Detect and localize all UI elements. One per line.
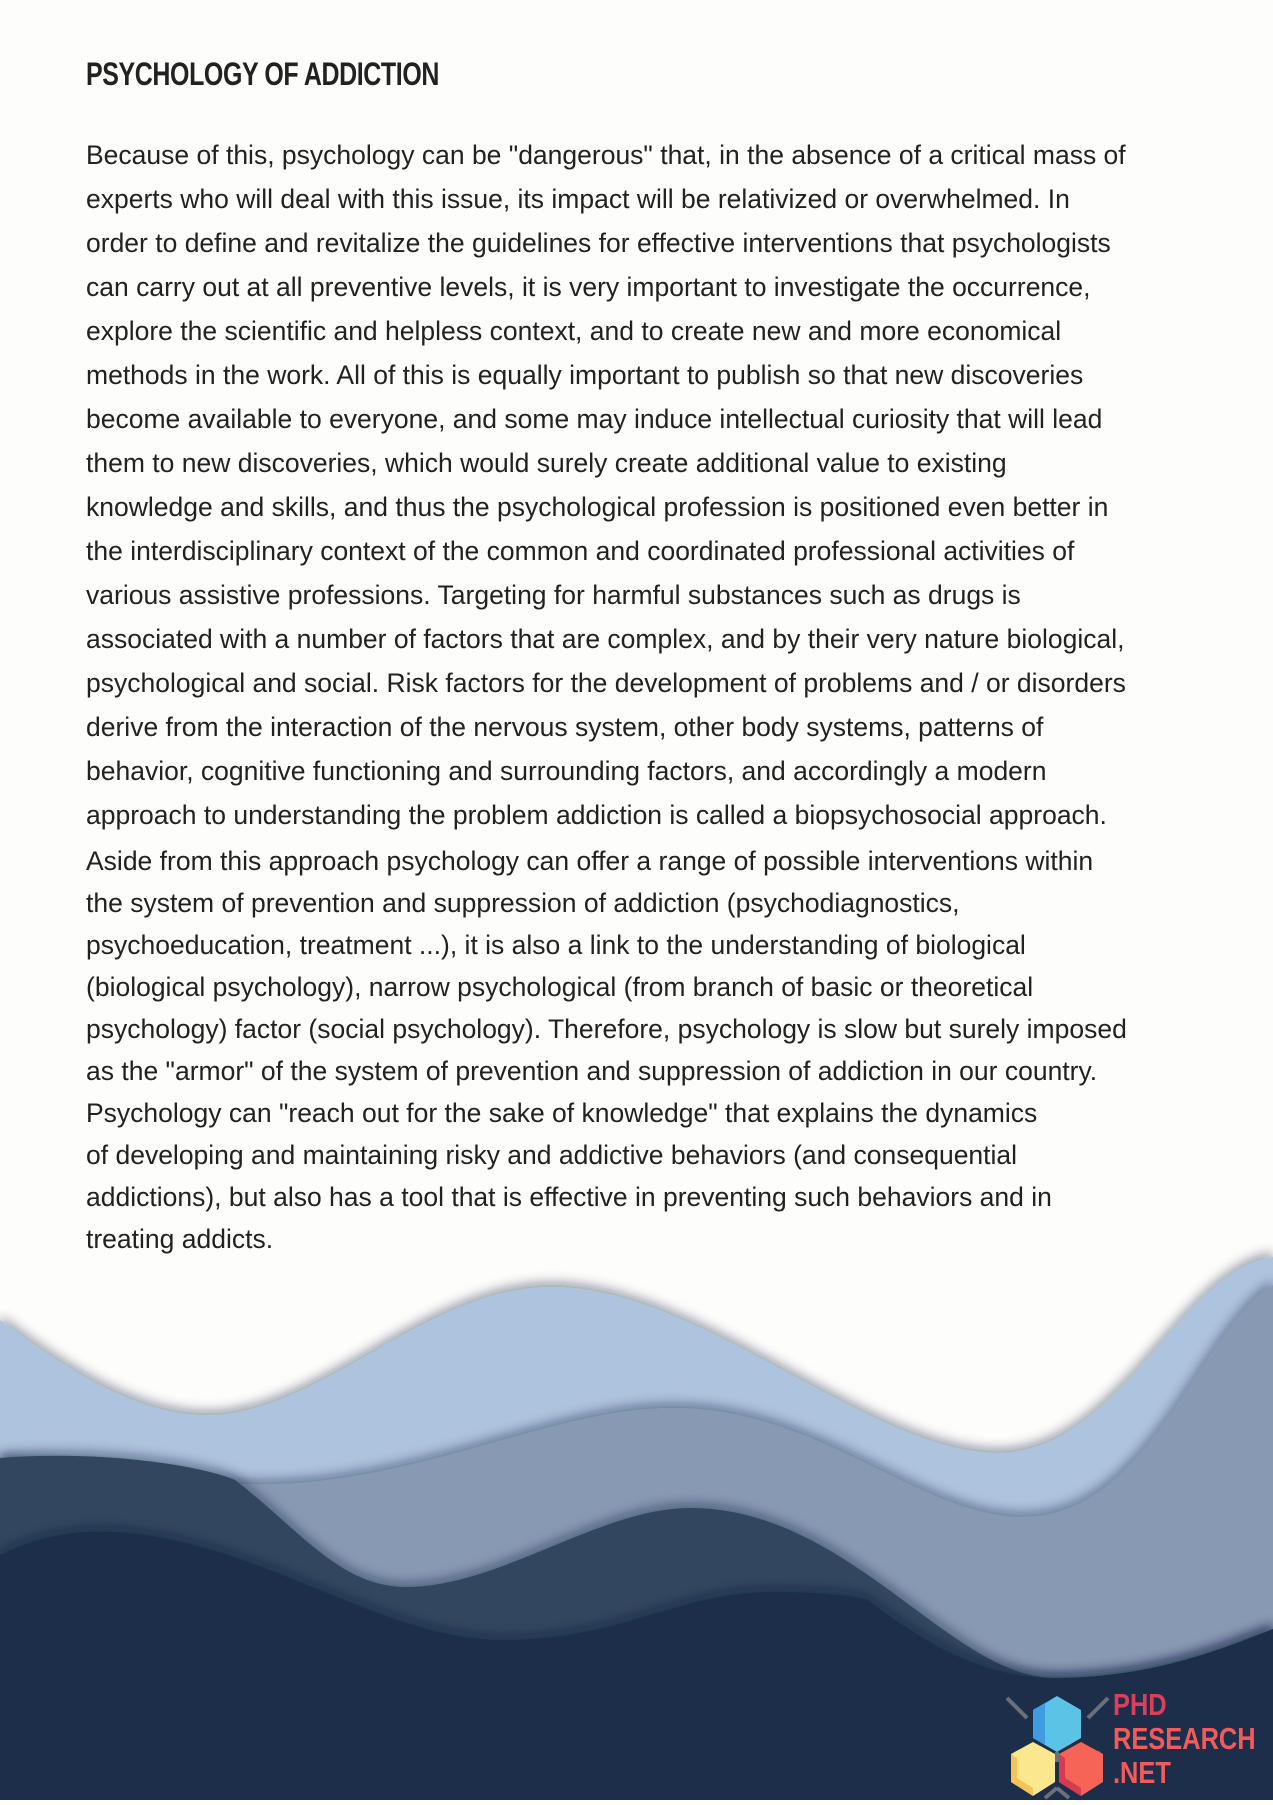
text-line: the interdisciplinary context of the common and coordinated professional activities of [86, 536, 1075, 566]
text-line: approach to understanding the problem addiction is called a biopsychosocial approach. [86, 800, 1107, 830]
text-line: Aside from this approach psychology can offer a range of possible interventions within [86, 846, 1094, 876]
text-line: methods in the work. All of this is equally important to publish so that new discoveries [86, 360, 1084, 390]
text-line: (biological psychology), narrow psychological (from branch of basic or theoretical [86, 972, 1034, 1002]
text-line: become available to everyone, and some may induce intellectual curiosity that will lead [86, 404, 1103, 434]
text-line: behavior, cognitive functioning and surrounding factors, and accordingly a modern [86, 756, 1047, 786]
text-line: treating addicts. [86, 1224, 274, 1254]
text-line: experts who will deal with this issue, its impact will be relativized or overwhelmed. In [86, 184, 1070, 214]
text-line: can carry out at all preventive levels, it is very important to investigate the occurrence, [86, 272, 1091, 302]
text-line: of developing and maintaining risky and addictive behaviors (and consequential [86, 1140, 1018, 1170]
text-line: the system of prevention and suppression of addiction (psychodiagnostics, [86, 888, 960, 918]
text-line: Psychology can "reach out for the sake of knowledge" that explains the dynamics [86, 1098, 1038, 1128]
page-title: PSYCHOLOGY OF ADDICTION [86, 56, 439, 92]
text-line: addictions), but also has a tool that is effective in preventing such behaviors and in [86, 1182, 1052, 1212]
hexagon-logo-icon [1005, 1690, 1110, 1800]
text-line: as the "armor" of the system of prevention and suppression of addiction in our country. [86, 1056, 1098, 1086]
phd-research-logo [1005, 1687, 1273, 1800]
text-line: associated with a number of factors that are complex, and by their very nature biological, [86, 624, 1125, 654]
text-line: psychology) factor (social psychology). Therefore, psychology is slow but surely imposed [86, 1014, 1127, 1044]
logo-text-phd: PHD [1113, 1687, 1167, 1722]
text-line: knowledge and skills, and thus the psychological profession is positioned even better in [86, 492, 1109, 522]
text-line: psychological and social. Risk factors for the development of problems and / or disorders [86, 668, 1126, 698]
paragraph-1 [86, 133, 1126, 837]
paragraph-2 [86, 840, 1127, 1260]
text-line: Because of this, psychology can be "dangerous" that, in the absence of a critical mass of [86, 140, 1126, 170]
logo-text-research: RESEARCH [1113, 1721, 1256, 1756]
text-line: psychoeducation, treatment ...), it is also a link to the understanding of biological [86, 930, 1026, 960]
text-line: explore the scientific and helpless context, and to create new and more economical [86, 316, 1062, 346]
text-line: them to new discoveries, which would surely create additional value to existing [86, 448, 1007, 478]
logo-text-net: .NET [1113, 1755, 1171, 1790]
text-line: order to define and revitalize the guidelines for effective interventions that psychologists [86, 228, 1111, 258]
text-line: derive from the interaction of the nervous system, other body systems, patterns of [86, 712, 1044, 742]
text-line: various assistive professions. Targeting for harmful substances such as drugs is [86, 580, 1021, 610]
